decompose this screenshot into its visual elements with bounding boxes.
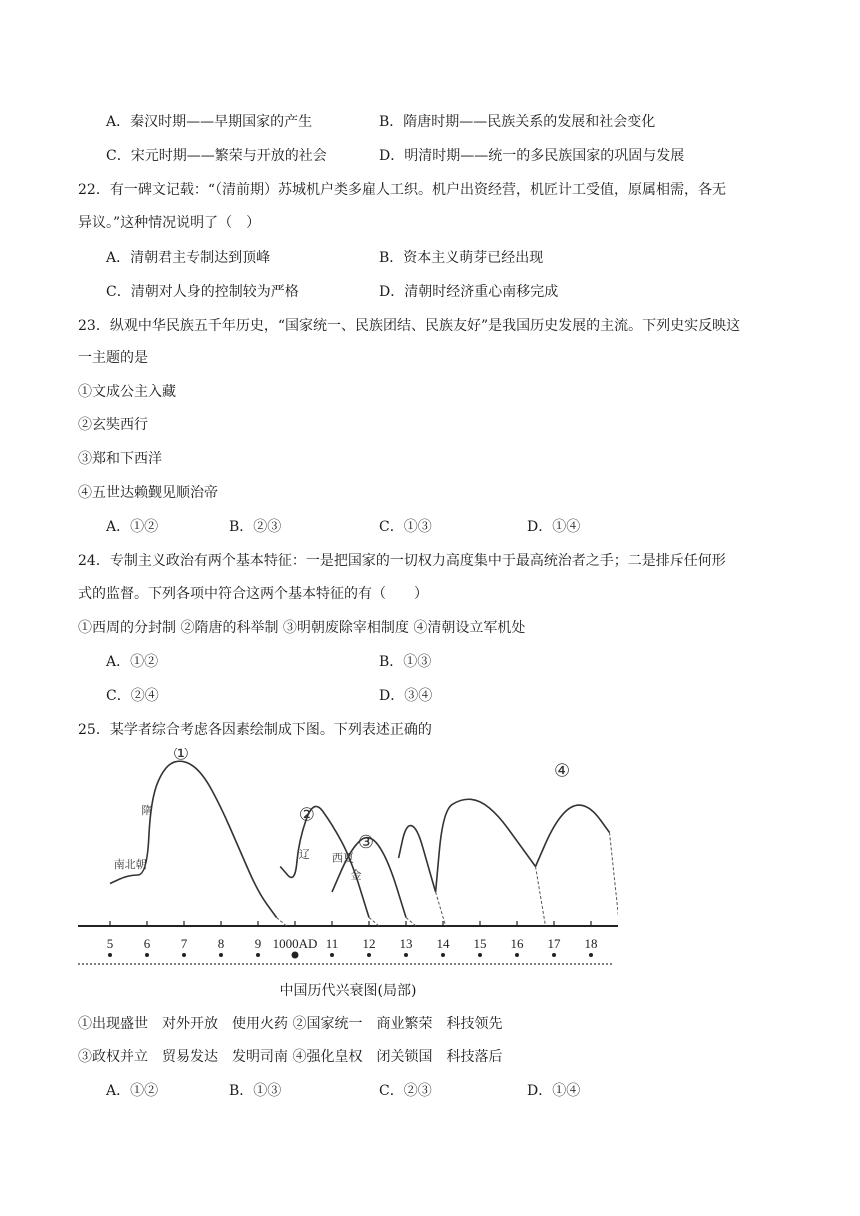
timeline-dot xyxy=(367,953,371,957)
series-curve xyxy=(280,806,369,917)
timeline-dot xyxy=(219,953,223,957)
dynasty-label: 金 xyxy=(350,868,362,882)
q23-item-2: ②玄奘西行 xyxy=(78,417,148,433)
q24-option-a: A．①② xyxy=(106,654,159,670)
timeline-dot xyxy=(404,953,408,957)
x-tick-label: 11 xyxy=(325,936,339,951)
q22-option-a: A．清朝君主专制达到顶峰 xyxy=(106,250,271,266)
x-tick-label: 17 xyxy=(547,936,561,951)
q23-item-1: ①文成公主入藏 xyxy=(78,384,176,400)
q24-option-c: C．②④ xyxy=(106,688,159,704)
timeline-dot xyxy=(256,953,260,957)
q21-option-c: C．宋元时期——繁荣与开放的社会 xyxy=(106,148,327,164)
x-tick-label: 14 xyxy=(436,936,450,951)
q25-stem: 25．某学者综合考虑各因素绘制成下图。下列表述正确的 xyxy=(78,722,432,738)
timeline-dot xyxy=(292,952,299,959)
q23-item-3: ③郑和下西洋 xyxy=(78,451,162,467)
q25-option-c: C．②③ xyxy=(379,1083,432,1099)
timeline-dot xyxy=(182,953,186,957)
q22-stem-line2: 异议。”这种情况说明了（ ） xyxy=(78,215,261,231)
q24-option-d: D．③④ xyxy=(379,688,433,704)
q21-option-b: B．隋唐时期——民族关系的发展和社会变化 xyxy=(379,114,656,130)
q23-option-b: B．②③ xyxy=(229,519,282,535)
q23-option-a: A．①② xyxy=(106,519,159,535)
x-tick-label: 15 xyxy=(473,936,487,951)
q25-items-line2: ③政权并立 贸易发达 发明司南 ④强化皇权 闭关锁国 科技落后 xyxy=(78,1049,503,1065)
q22-option-d: D．清朝时经济重心南移完成 xyxy=(379,284,559,300)
chart-caption: 中国历代兴衰图(局部) xyxy=(279,983,417,999)
peak-marker: ① xyxy=(172,748,190,765)
dynasty-rise-fall-chart xyxy=(78,748,618,972)
x-tick-label: 18 xyxy=(584,936,598,951)
series-curve xyxy=(436,799,536,892)
q25-option-d: D．①④ xyxy=(527,1083,581,1099)
q22-option-c: C．清朝对人身的控制较为严格 xyxy=(106,284,299,300)
x-tick-label: 13 xyxy=(399,936,413,951)
peak-marker: ③ xyxy=(357,831,375,853)
timeline-dot xyxy=(552,953,556,957)
series-dashed-drop xyxy=(610,833,619,927)
series-dashed-drop xyxy=(536,867,546,927)
dynasty-label: 辽 xyxy=(298,848,310,861)
dynasty-label: 南北朝 xyxy=(113,858,147,872)
x-tick-label: 8 xyxy=(217,936,225,951)
x-tick-label: 9 xyxy=(254,936,262,951)
q25-option-b: B．①③ xyxy=(229,1083,282,1099)
timeline-dot xyxy=(589,953,593,957)
q22-option-b: B．资本主义萌芽已经出现 xyxy=(379,250,544,266)
q22-stem-line1: 22．有一碑文记载：“（清前期）苏城机户类多雇人工织。机户出资经营，机匠计工受值，原属相需，各无 xyxy=(78,182,726,198)
q21-option-a: A．秦汉时期——早期国家的产生 xyxy=(106,114,313,130)
series-dashed-drop xyxy=(436,892,446,926)
timeline-dot xyxy=(515,953,519,957)
q21-option-d: D．明清时期——统一的多民族国家的巩固与发展 xyxy=(379,148,685,164)
dynasty-label: 隋 xyxy=(141,803,153,817)
q24-stem-line2: 式的监督。下列各项中符合这两个基本特征的有（ ） xyxy=(78,586,428,602)
series-curve xyxy=(399,826,436,892)
series-dashed-drop xyxy=(369,918,379,927)
timeline-dot xyxy=(108,953,112,957)
timeline-dot xyxy=(441,953,445,957)
q23-stem-line1: 23．纵观中华民族五千年历史，“国家统一、民族团结、民族友好”是我国历史发展的主流。下列史实反映这 xyxy=(78,318,741,334)
timeline-dot xyxy=(478,953,482,957)
peak-marker: ② xyxy=(298,804,315,826)
x-tick-label: 6 xyxy=(143,936,151,951)
timeline-dot xyxy=(330,953,334,957)
x-tick-label: 16 xyxy=(510,936,524,951)
x-tick-label: 5 xyxy=(106,936,114,951)
q23-item-4: ④五世达赖觐见顺治帝 xyxy=(78,485,218,501)
q25-items-line1: ①出现盛世 对外开放 使用火药 ②国家统一 商业繁荣 科技领先 xyxy=(78,1016,503,1032)
q24-stem-line1: 24．专制主义政治有两个基本特征：一是把国家的一切权力高度集中于最高统治者之手；二是排斥任何形 xyxy=(78,553,726,569)
timeline-dot xyxy=(145,953,149,957)
q24-items: ①西周的分封制 ②隋唐的科举制 ③明朝废除宰相制度 ④清朝设立军机处 xyxy=(78,620,526,636)
q25-option-a: A．①② xyxy=(106,1083,159,1099)
q23-option-c: C．①③ xyxy=(379,519,432,535)
series-curve xyxy=(110,761,277,917)
q23-stem-line2: 一主题的是 xyxy=(78,350,148,366)
series-curve xyxy=(536,805,610,866)
dynasty-label: 西夏 xyxy=(332,851,354,865)
q24-option-b: B．①③ xyxy=(379,654,432,670)
x-tick-label: 12 xyxy=(362,936,376,951)
q23-option-d: D．①④ xyxy=(527,519,581,535)
series-dashed-drop xyxy=(406,918,416,927)
peak-marker: ④ xyxy=(554,760,571,782)
chart-canvas xyxy=(78,748,618,968)
x-tick-label: 1000AD xyxy=(272,936,318,951)
x-tick-label: 7 xyxy=(180,936,188,951)
series-dashed-drop xyxy=(277,918,287,927)
